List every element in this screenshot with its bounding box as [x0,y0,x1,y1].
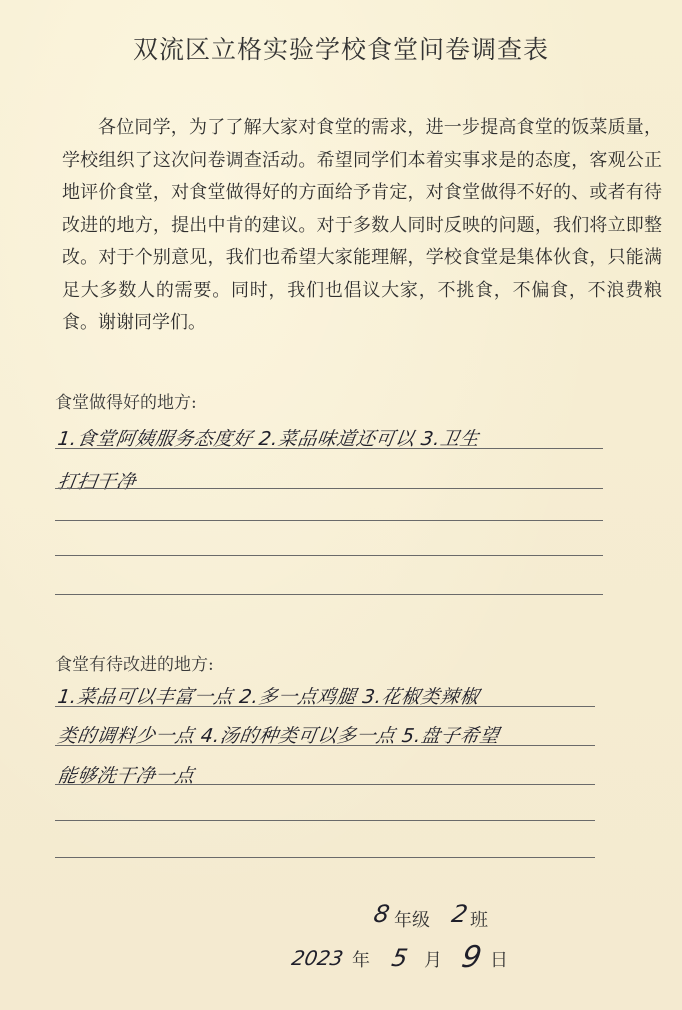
answer-rule-line [55,857,595,858]
improve-section-label: 食堂有待改进的地方: [55,655,214,675]
document-title: 双流区立格实验学校食堂问卷调查表 [132,35,549,64]
answer-rule-line [55,784,595,785]
answer-rule-line [55,706,595,707]
day-value: 9 [458,940,485,975]
improve-answer-line-1: 1.菜品可以丰富一点 2.多一点鸡腿 3.花椒类辣椒 [56,686,481,708]
class-value: 2 [449,900,470,928]
answer-rule-line [55,488,603,489]
good-answer-line-1: 1.食堂阿姨服务态度好 2.菜品味道还可以 3.卫生 [56,428,481,450]
month-value: 5 [389,944,410,972]
answer-rule-line [55,448,603,449]
answer-rule-line [55,820,595,821]
year-label: 年 [352,950,370,971]
year-value: 2023 [289,946,346,970]
grade-label: 年级 [394,910,430,931]
good-section-label: 食堂做得好的地方: [55,393,197,413]
improve-answer-line-2: 类的调料少一点 4.汤的种类可以多一点 5.盘子希望 [56,725,501,747]
answer-rule-line [55,520,603,521]
class-label: 班 [470,910,488,931]
answer-rule-line [55,745,595,746]
good-answer-line-2: 打扫干净 [56,471,138,493]
answer-rule-line [55,555,603,556]
intro-paragraph: 各位同学，为了了解大家对食堂的需求，进一步提高食堂的饭菜质量，学校组织了这次问卷调查活动。希望同学们本着实事求是的态度，客观公正地评价食堂，对食堂做得好的方面给予肯定，对食堂做得不好的、或者有待改进的地方，提出中肯的建议。对于多数人同时反映的问题，我们将立即整改。对于个别意见，我们也希望大家能理解，学校食堂是集体伙食，只能满足大多数人的需要。同时，我们也倡议大家，不挑食，不偏食，不浪费粮食。谢谢同学们。 [62,117,662,333]
improve-answer-line-3: 能够洗干净一点 [56,765,196,787]
day-label: 日 [490,950,508,971]
month-label: 月 [424,950,442,971]
answer-rule-line [55,594,603,595]
grade-value: 8 [371,900,392,928]
